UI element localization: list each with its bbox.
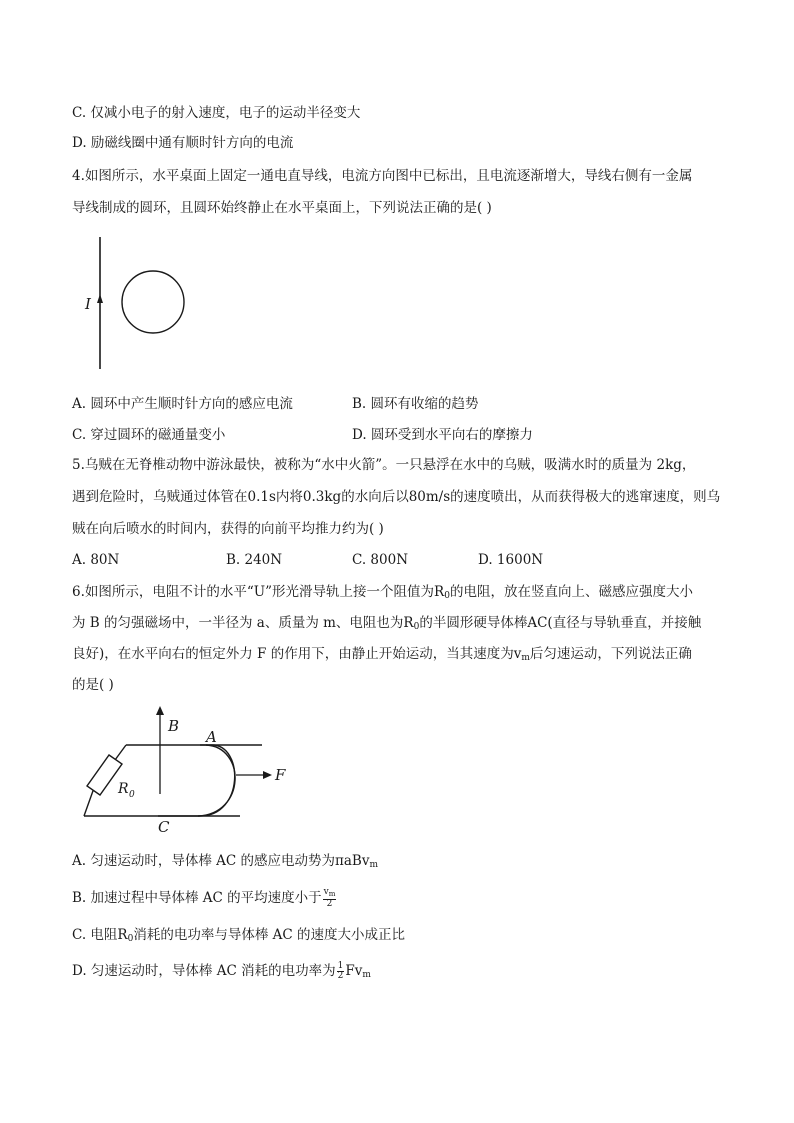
q6-stem-line3-tail: 后匀速运动，下列说法正确 (529, 646, 692, 662)
q5-option-c: C. 800N (352, 552, 409, 568)
q6-stem-line4: 的是( ) (72, 677, 114, 693)
fraction-numerator: 1 (337, 961, 344, 971)
q6-option-d-text: D. 匀速运动时，导体棒 AC 消耗的电功率为 (72, 963, 336, 979)
force-arrow-right-icon (263, 771, 272, 779)
q4-figure-wire-and-ring (80, 232, 200, 372)
label-a: A (206, 728, 217, 746)
q6-option-a-text: A. 匀速运动时，导体棒 AC 的感应电动势为πaBv (72, 853, 370, 869)
q6-option-c-tail: 消耗的电功率与导体棒 AC 的速度大小成正比 (133, 927, 406, 943)
q6-option-b-text: B. 加速过程中导体棒 AC 的平均速度小于 (72, 890, 322, 906)
q6-stem-line1-tail: 的电阻，放在竖直向上、磁感应强度大小 (449, 584, 693, 600)
q5-stem-line2: 遇到危险时，乌贼通过体管在0.1s内将0.3kg的水向后以80m/s的速度喷出，从而获得极大的逃窜速度，则乌 (72, 489, 721, 505)
subscript: 0 (444, 591, 450, 601)
fraction (337, 962, 345, 981)
q6-figure-rail-circuit (78, 704, 308, 842)
q6-option-a (72, 852, 378, 874)
q3-option-c: C. 仅减小电子的射入速度，电子的运动半径变大 (72, 105, 361, 121)
q4-option-c: C. 穿过圆环的磁通量变小 (72, 427, 226, 443)
q6-stem-line1 (72, 583, 693, 605)
q6-stem-line3-text: 良好)，在水平向右的恒定外力 F 的作用下，由静止开始运动，当其速度为v (72, 646, 522, 662)
label-b: B (168, 717, 180, 735)
connector-wire (115, 745, 126, 760)
subscript: 0 (127, 934, 134, 944)
connector-wire (84, 788, 94, 816)
subscript: 0 (413, 622, 420, 632)
q5-option-b: B. 240N (226, 552, 283, 568)
q5-stem-line3: 贼在向后喷水的时间内，获得的向前平均推力约为( ) (72, 521, 384, 537)
q6-option-c-text: C. 电阻R (72, 927, 128, 943)
subscript: m (369, 860, 379, 870)
metal-ring (122, 271, 184, 333)
q6-option-d (72, 962, 371, 984)
label-c: C (158, 818, 170, 836)
label-f: F (275, 766, 286, 784)
subscript: m (328, 890, 336, 898)
q6-stem-line1-text: 6.如图所示，电阻不计的水平“U”形光滑导轨上接一个阻值为R (72, 584, 445, 600)
current-arrow-icon (97, 294, 103, 303)
q6-stem-line2-text: 为 B 的匀强磁场中，一半径为 a、质量为 m、电阻也为R (72, 615, 414, 631)
subscript: m (521, 653, 530, 663)
q4-stem-line1: 4.如图所示，水平桌面上固定一通电直导线，电流方向图中已标出，且电流逐渐增大，导线右侧有一金属 (72, 168, 693, 184)
q6-stem-line2 (72, 614, 701, 636)
resistor-r0 (87, 755, 122, 795)
q4-option-a: A. 圆环中产生顺时针方向的感应电流 (72, 396, 293, 412)
label-r-subscript: 0 (129, 790, 135, 800)
numerator-v: v (323, 887, 329, 897)
fraction-denominator: 2 (337, 971, 344, 981)
field-arrow-up-icon (156, 706, 164, 715)
q5-option-d: D. 1600N (478, 552, 544, 568)
current-label-i: I (85, 295, 91, 313)
label-r: R (118, 781, 129, 797)
q6-option-c (72, 926, 405, 948)
q5-option-a: A. 80N (72, 552, 120, 568)
q6-option-b (72, 888, 337, 909)
q6-option-d-tail: Fv (345, 963, 363, 979)
q4-option-d: D. 圆环受到水平向右的摩擦力 (352, 427, 533, 443)
q4-stem-line2: 导线制成的圆环，且圆环始终静止在水平桌面上，下列说法正确的是( ) (72, 200, 492, 216)
q6-stem-line3 (72, 645, 692, 667)
q4-option-b: B. 圆环有收缩的趋势 (352, 396, 479, 412)
fraction-denominator: 2 (326, 899, 333, 909)
subscript: m (362, 970, 371, 980)
fraction (323, 888, 337, 909)
q5-stem-line1: 5.乌贼在无脊椎动物中游泳最快，被称为“水中火箭”。一只悬浮在水中的乌贼，吸满水时的质量为 2kg， (72, 457, 696, 473)
q6-stem-line2-tail: 的半圆形硬导体棒AC(直径与导轨垂直，并接触 (419, 615, 702, 631)
q3-option-d: D. 励磁线圈中通有顺时针方向的电流 (72, 135, 294, 151)
